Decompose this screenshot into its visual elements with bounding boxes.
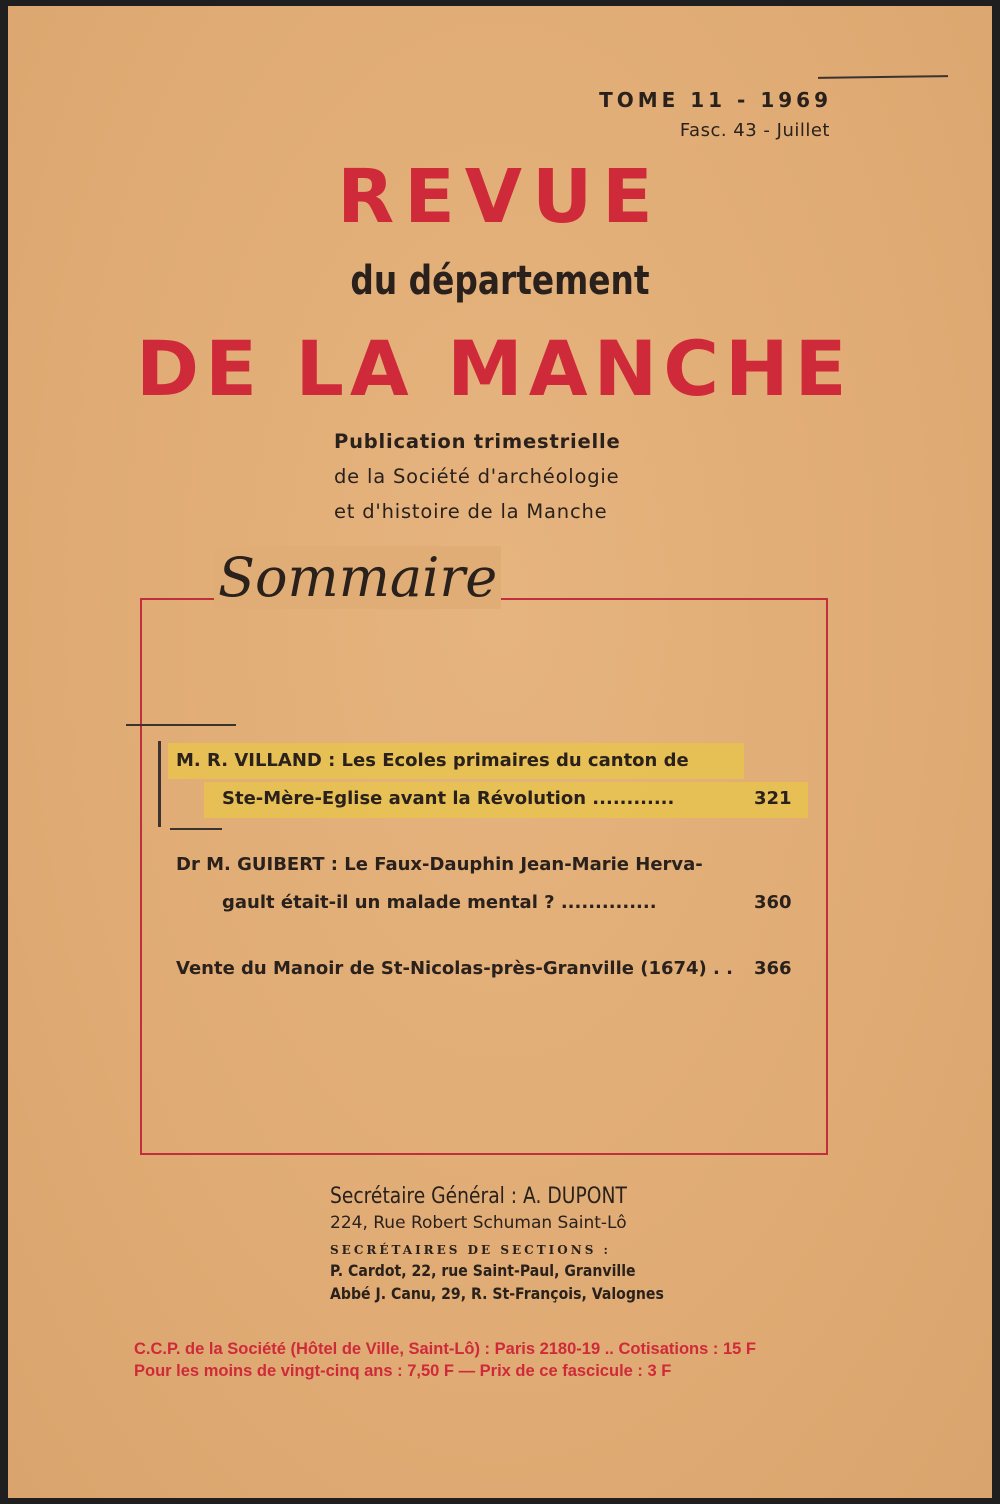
- section-secretaries-label: SECRÉTAIRES DE SECTIONS :: [330, 1243, 611, 1257]
- toc-entry-1-line1: M. R. VILLAND : Les Ecoles primaires du canton de: [176, 750, 689, 771]
- toc-entry-2-line1: Dr M. GUIBERT : Le Faux-Dauphin Jean-Marie Herva-: [176, 854, 703, 875]
- magazine-cover: [8, 6, 992, 1498]
- section-secretary-2: Abbé J. Canu, 29, R. St-François, Valognes: [330, 1284, 664, 1303]
- subtitle-line: Publication trimestrielle: [334, 430, 621, 453]
- footer-prices: Pour les moins de vingt-cinq ans : 7,50 F — Prix de ce fascicule : 3 F: [134, 1362, 672, 1380]
- footer-ccp: C.C.P. de la Société (Hôtel de Ville, Saint-Lô) : Paris 2180-19 .. Cotisations : 15 F: [134, 1340, 756, 1358]
- section-secretary-1: P. Cardot, 22, rue Saint-Paul, Granville: [330, 1261, 636, 1280]
- subtitle-line: et d'histoire de la Manche: [334, 500, 608, 523]
- toc-entry-3-line1: Vente du Manoir de St-Nicolas-près-Granville (1674) . .: [176, 958, 733, 979]
- subtitle-line: de la Société d'archéologie: [334, 465, 620, 488]
- toc-entry-2-page: 360: [754, 892, 792, 913]
- secretariat-block: [330, 1184, 709, 1303]
- pen-stroke: [170, 828, 222, 830]
- toc-entry-1-page: 321: [754, 788, 792, 809]
- toc-entry-3-page: 366: [754, 958, 792, 979]
- title-du-departement: du département: [350, 258, 650, 304]
- issue-fascicle: Fasc. 43 - Juillet: [679, 120, 830, 141]
- sommaire-heading: Sommaire: [214, 546, 501, 609]
- publication-subtitle: [334, 424, 621, 529]
- secretary-general: Secrétaire Général : A. DUPONT: [330, 1184, 627, 1209]
- sommaire-frame: [140, 598, 828, 1155]
- issue-volume: TOME 11 - 1969: [599, 88, 832, 112]
- pen-stroke: [158, 741, 161, 827]
- pen-stroke: [818, 75, 948, 79]
- toc-entry-2-line2: gault était-il un malade mental ? ..............: [222, 892, 657, 913]
- toc-entry-1-line2: Ste-Mère-Eglise avant la Révolution ............: [222, 788, 675, 809]
- title-de-la-manche: DE LA MANCHE: [136, 324, 853, 413]
- title-revue: REVUE: [337, 154, 663, 240]
- pen-stroke: [126, 724, 236, 726]
- secretary-address: 224, Rue Robert Schuman Saint-Lô: [330, 1213, 627, 1233]
